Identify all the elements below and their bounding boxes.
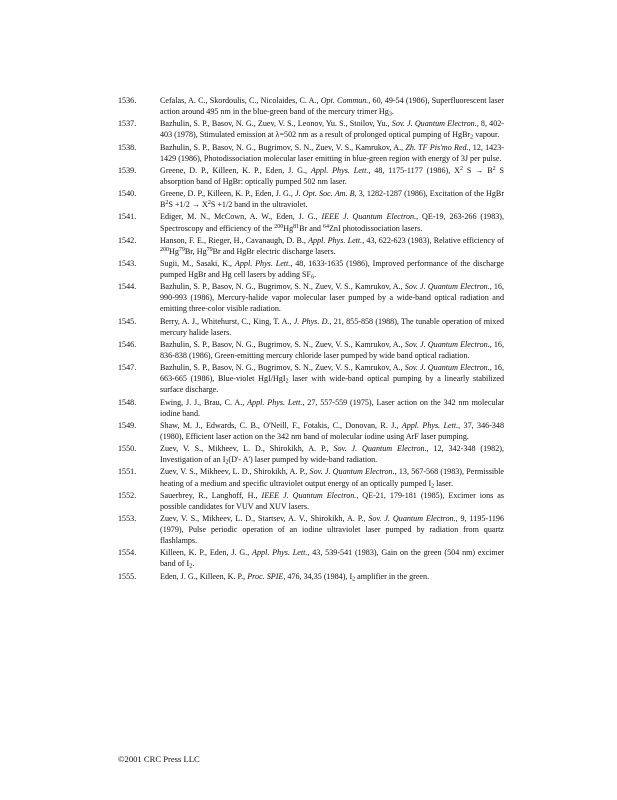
reference-entry — [118, 316, 504, 338]
reference-number: 1544. — [118, 282, 137, 292]
reference-entry — [118, 188, 504, 210]
reference-number: 1541. — [118, 212, 137, 222]
reference-number: 1552. — [118, 490, 137, 500]
reference-number: 1554. — [118, 548, 137, 558]
reference-entry — [118, 490, 504, 512]
reference-number: 1536. — [118, 96, 137, 105]
reference-number: 1539. — [118, 165, 137, 175]
reference-text: Eden, J. G., Killeen, K. P., Proc. SPIE, 476, 34,35 (1984), $I_2$ amplifier in the green. — [160, 571, 430, 583]
reference-entry — [118, 362, 504, 395]
reference-number: 1537. — [118, 119, 137, 129]
reference-entry — [118, 165, 504, 187]
reference-entry — [118, 397, 504, 419]
reference-entry — [118, 235, 504, 257]
reference-text: Killeen, K. P., Eden, J. G., Appl. Phys. Lett., 43, 539-541 (1983), Gain on the green (504 nm) excimer band of $I_2$. — [160, 548, 504, 570]
reference-entry — [118, 443, 504, 465]
reference-number: 1548. — [118, 397, 137, 407]
reference-entry — [118, 118, 504, 140]
reference-number: 1543. — [118, 258, 137, 268]
reference-text: Ediger, M. N., McCown, A. W., Eden, J. G., IEEE J. Quantum Electron., QE-19, 263-266 (1983), Spectroscopy and efficiency of the $^{200}$Hg$^{81}$Br and $^{64}$ZnI photodissociation lasers. — [160, 212, 505, 233]
reference-entry — [118, 513, 504, 546]
reference-entry — [118, 547, 504, 569]
reference-entry — [118, 95, 504, 117]
reference-entry — [118, 211, 504, 233]
reference-text: Sauerbrey, R., Langhoff, H., IEEE J. Quantum Electron., QE-21, 179-181 (1985), Excimer ions as possible candidates for VUV and XUV lasers. — [160, 490, 504, 511]
reference-entry — [118, 466, 504, 488]
reference-text: Sugii, M., Sasaki, K., Appl. Phys. Lett., 48, 1633-1635 (1986), Improved performance of the discharge pumped HgBr and Hg cell lasers by adding $SF_6$. — [160, 258, 504, 281]
reference-number: 1540. — [118, 189, 137, 199]
reference-number: 1555. — [118, 571, 137, 581]
reference-number: 1547. — [118, 363, 137, 373]
reference-text: Zuev, V. S., Mikheev, L. D., Startsev, A. V., Shirokikh, A. P., Sov. J. Quantum Electron., 9, 1195-1196 (1979), Pulse periodic operation of an iodine ultraviolet laser pumped by radiation from quartz flashlamps. — [160, 513, 504, 546]
reference-entry — [118, 142, 504, 164]
reference-text: Greene, D. P., Killeen, K. P., Eden, J. G., J. Opt. Soc. Am. B, 3, 1282-1287 (1986), Excitation of the HgBr $B^2S +1/2 \to X^2S +1/2$ band in the ultraviolet. — [160, 189, 505, 210]
reference-number: 1538. — [118, 142, 137, 152]
reference-number: 1551. — [118, 467, 137, 477]
reference-text: Cefalas, A. C., Skordoulis, C., Nicolaides, C. A., Opt. Commun., 60, 49-54 (1986), Superfluorescent laser action around 495 nm in the blue-green band of the mercury trimer $Hg_3$. — [160, 96, 504, 118]
reference-number: 1549. — [118, 420, 137, 430]
reference-text: Bazhulin, S. P., Basov, N. G., Zuev, V. S., Leonov, Yu. S., Stoilov, Yu., Sov. J. Quantum Electron., 8, 402-403 (1978), Stimulated emission at λ=502 nm as a result of prolonged optical pumping of HgBr$_2$ vapour. — [160, 119, 504, 141]
reference-text: Zuev, V. S., Mikheev, L. D., Shirokikh, A. P., Sov. J. Quantum Electron., 12, 342-348 (1982), Investigation of an $I_2(D'-$ A') laser pumped by wide-band radiation. — [160, 444, 504, 466]
reference-text: Hanson, F. E., Rieger, H., Cavanaugh, D. B., Appl. Phys. Lett., 43, 622-623 (1983), Relative efficiency of $^{200}$Hg$^{79}$Br, Hg$^{79}$Br and HgBr electric discharge lasers. — [160, 235, 504, 256]
reference-text: Berry, A. J., Whitehurst, C., King, T. A., J. Phys. D., 21, 855-858 (1988), The tunable operation of mixed mercury halide lasers. — [160, 316, 504, 337]
reference-entry — [118, 420, 504, 442]
reference-number: 1545. — [118, 316, 137, 326]
reference-list — [118, 95, 504, 583]
reference-number: 1542. — [118, 235, 137, 245]
reference-number: 1553. — [118, 513, 137, 523]
reference-entry — [118, 571, 504, 582]
reference-entry — [118, 258, 504, 280]
reference-number: 1546. — [118, 339, 137, 349]
reference-text: Bazhulin, S. P., Basov, N. G., Bugrimov, S. N., Zuev, V. S., Kamrukov, A., Zh. TF Pis'mo Red., 12, 1423-1429 (1986), Photodissociation molecular laser emitting in blue-green region with energy of 3J per pulse. — [160, 142, 504, 163]
reference-text: Greene, D. P., Killeen, K. P., Eden, J. G., Appl. Phys. Lett., 48, 1175-1177 (1986), $X^2$ $S \to B^2$ S absorption band of HgBr: optically pumped 502 nm laser. — [160, 165, 504, 186]
copyright-footer: ©2001 CRC Press LLC — [118, 754, 200, 764]
reference-text: Shaw, M. J., Edwards, C. B., O'Neill, F., Fotakis, C., Donovan, R. J., Appl. Phys. Lett., 37, 346-348 (1980), Efficient laser action on the 342 nm band of molecular iodine using ArF laser pumping. — [160, 420, 504, 441]
reference-number: 1550. — [118, 444, 137, 454]
reference-text: Bazhulin, S. P., Basov, N. G., Bugrimov, S. N., Zuev, V. S., Kamrukov, A., Sov. J. Quantum Electron., 16, 836-838 (1986), Green-emitting mercury chloride laser pumped by wide band optical radiation. — [160, 339, 504, 360]
reference-entry — [118, 281, 504, 314]
reference-text: Bazhulin, S. P., Basov, N. G., Bugrimov, S. N., Zuev, V. S., Kamrukov, A., Sov. J. Quantum Electron., 16, 990-993 (1986), Mercury-halide vapor molecular laser pumped by a wide-band optical radiation and emitting three-color visible radiation. — [160, 282, 504, 314]
reference-text: Ewing, J. J., Brau, C. A., Appl. Phys. Lett., 27, 557-559 (1975), Laser action on the 342 nm molecular iodine band. — [160, 397, 505, 418]
reference-text: Zuev, V. S., Mikheev, L. D., Shirokikh, A. P., Sov. J. Quantum Electron., 13, 567-568 (1983), Permissible heating of a medium and specific ultraviolet output energy of an optically pumped $I_2$ laser. — [160, 467, 504, 489]
reference-text: Bazhulin, S. P., Basov, N. G., Bugrimov, S. N., Zuev, V. S., Kamrukov, A., Sov. J. Quantum Electron., 16, 663-665 (1986), Blue-violet HgI/HgI$_2$ laser with wide-band optical pumping by a linearly stabilized surface discharge. — [160, 363, 504, 395]
reference-entry — [118, 339, 504, 361]
